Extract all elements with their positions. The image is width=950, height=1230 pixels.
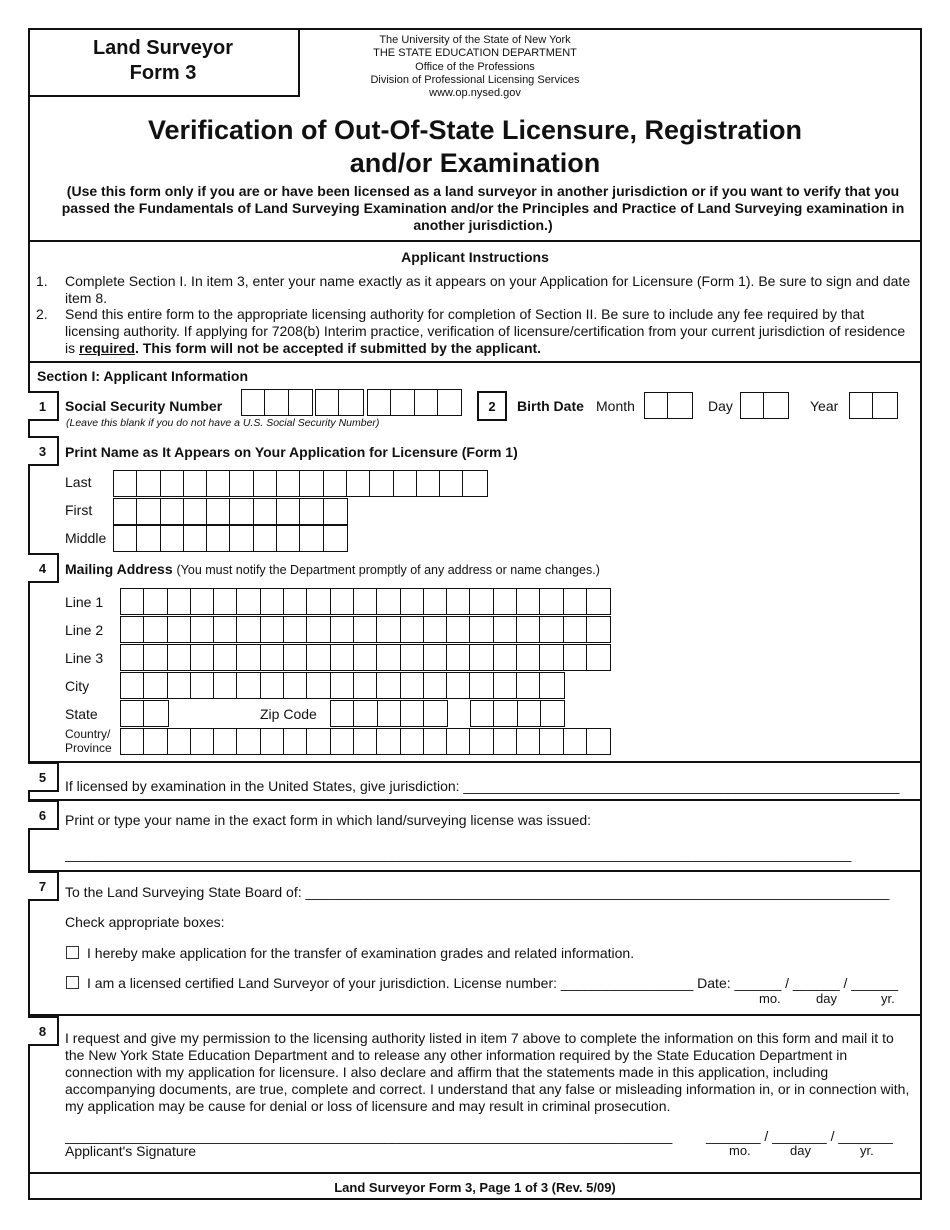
state-input[interactable] — [120, 700, 169, 727]
character-box[interactable] — [494, 701, 517, 726]
license-name-field[interactable]: _____________________________________________________________________________________________________ — [65, 846, 852, 862]
character-box[interactable] — [191, 589, 214, 614]
page-title — [28, 114, 922, 180]
character-box[interactable] — [424, 617, 447, 642]
item-number: 6 — [28, 800, 59, 830]
text: Province — [65, 741, 112, 755]
item-number: 1 — [28, 391, 59, 421]
state-label: State — [65, 706, 98, 722]
character-box[interactable] — [517, 589, 540, 614]
day-caption: day — [816, 991, 837, 1006]
character-box[interactable] — [668, 393, 691, 418]
agency-line: Office of the Professions — [415, 60, 535, 73]
character-box[interactable] — [587, 617, 610, 642]
character-box[interactable] — [518, 701, 541, 726]
character-box[interactable] — [261, 729, 284, 754]
character-box[interactable] — [424, 645, 447, 670]
character-box[interactable] — [300, 526, 323, 551]
instructions-heading: Applicant Instructions — [401, 249, 549, 265]
line3-label: Line 3 — [65, 650, 104, 666]
character-box[interactable] — [517, 729, 540, 754]
address-line2-input[interactable] — [120, 616, 611, 643]
character-box[interactable] — [144, 617, 167, 642]
character-box[interactable] — [324, 471, 347, 496]
character-box[interactable] — [377, 729, 400, 754]
character-box[interactable] — [339, 390, 362, 415]
character-box[interactable] — [470, 617, 493, 642]
character-box[interactable] — [121, 589, 144, 614]
character-box[interactable] — [517, 673, 540, 698]
character-box[interactable] — [564, 617, 587, 642]
character-box[interactable] — [394, 471, 417, 496]
city-label: City — [65, 678, 90, 694]
text: Country/ — [65, 727, 111, 741]
character-box[interactable] — [401, 701, 424, 726]
character-box[interactable] — [377, 645, 400, 670]
item-number: 5 — [28, 762, 59, 792]
item-number: 4 — [28, 553, 59, 583]
day-caption: day — [790, 1143, 811, 1158]
character-box[interactable] — [121, 701, 144, 726]
middle-name-input[interactable] — [113, 525, 348, 552]
divider — [28, 1172, 922, 1174]
character-box[interactable] — [307, 645, 330, 670]
character-box[interactable] — [494, 589, 517, 614]
ssn-part3-input[interactable] — [367, 389, 462, 416]
character-box[interactable] — [470, 589, 493, 614]
year-caption: yr. — [881, 991, 895, 1006]
form-number: Form 3 — [129, 62, 197, 84]
month-label: Month — [596, 398, 635, 414]
character-box[interactable] — [424, 701, 447, 726]
character-box[interactable] — [144, 701, 167, 726]
character-box[interactable] — [540, 729, 563, 754]
address-label: Mailing Address — [65, 561, 173, 577]
character-box[interactable] — [237, 617, 260, 642]
year-label: Year — [810, 398, 839, 414]
character-box[interactable] — [354, 673, 377, 698]
character-box[interactable] — [161, 526, 184, 551]
agency-url: www.op.nysed.gov — [429, 87, 521, 100]
permission-statement: I request and give my permission to the licensing authority listed in item 7 above to complete the information on this form and mail it to the New York State Education Department and to release any other information required by the State Education Department in connection with my application for licensure. I also declare and affirm that the statements made in this application, including accompanying documents, are true, complete and correct. I understand that any false or misleading information in, or in connection with, my application may be cause for denial or loss of licensure and may result in criminal prosecution. — [65, 1030, 910, 1114]
agency-line: Division of Professional Licensing Services — [370, 73, 580, 86]
agency-line: THE STATE EDUCATION DEPARTMENT — [373, 47, 577, 60]
signature-label: Applicant's Signature — [65, 1143, 197, 1159]
transfer-grades-checkbox[interactable] — [66, 946, 79, 959]
address-line1-input[interactable] — [120, 588, 611, 615]
character-box[interactable] — [261, 645, 284, 670]
character-box[interactable] — [540, 589, 563, 614]
line1-label: Line 1 — [65, 594, 104, 610]
character-box[interactable] — [307, 673, 330, 698]
character-box[interactable] — [242, 390, 265, 415]
item-number: 7 — [28, 871, 59, 901]
character-box[interactable] — [237, 645, 260, 670]
character-box[interactable] — [237, 589, 260, 614]
divider — [28, 761, 922, 763]
character-box[interactable] — [517, 645, 540, 670]
emphasis: required — [79, 340, 136, 356]
character-box[interactable] — [494, 673, 517, 698]
line2-label: Line 2 — [65, 622, 104, 638]
character-box[interactable] — [377, 589, 400, 614]
signature-date-field[interactable]: _______ / _______ / _______ — [706, 1128, 893, 1144]
birth-day-input[interactable] — [740, 392, 789, 419]
divider — [28, 1014, 922, 1016]
middle-name-label: Middle — [65, 530, 107, 546]
first-name-label: First — [65, 502, 93, 518]
character-box[interactable] — [284, 645, 307, 670]
character-box[interactable] — [331, 701, 354, 726]
character-box[interactable] — [207, 471, 230, 496]
zip-extension-input[interactable] — [470, 700, 565, 727]
ssn-part2-input[interactable] — [315, 389, 364, 416]
name-label: Print Name as It Appears on Your Application for Licensure (Form 1) — [65, 444, 518, 460]
character-box[interactable] — [114, 499, 137, 524]
city-input[interactable] — [120, 672, 565, 699]
transfer-grades-label: I hereby make application for the transfer of examination grades and related information. — [87, 945, 635, 961]
year-caption: yr. — [860, 1143, 874, 1158]
first-name-input[interactable] — [113, 498, 348, 525]
last-name-input[interactable] — [113, 470, 488, 497]
character-box[interactable] — [873, 393, 896, 418]
character-box[interactable] — [417, 471, 440, 496]
character-box[interactable] — [741, 393, 764, 418]
character-box[interactable] — [137, 471, 160, 496]
character-box[interactable] — [470, 673, 493, 698]
character-box[interactable] — [541, 701, 564, 726]
character-box[interactable] — [265, 390, 288, 415]
character-box[interactable] — [237, 729, 260, 754]
licensed-surveyor-checkbox[interactable] — [66, 976, 79, 989]
character-box[interactable] — [391, 390, 414, 415]
character-box[interactable] — [447, 589, 470, 614]
ssn-part1-input[interactable] — [241, 389, 313, 416]
character-box[interactable] — [207, 526, 230, 551]
character-box[interactable] — [254, 471, 277, 496]
character-box[interactable] — [424, 589, 447, 614]
character-box[interactable] — [424, 729, 447, 754]
character-box[interactable] — [494, 645, 517, 670]
character-box[interactable] — [121, 729, 144, 754]
divider — [28, 799, 922, 801]
character-box[interactable] — [214, 617, 237, 642]
character-box[interactable] — [144, 645, 167, 670]
section-heading: Section I: Applicant Information — [37, 368, 249, 384]
character-box[interactable] — [191, 729, 214, 754]
character-box[interactable] — [144, 673, 167, 698]
form-id-box — [28, 28, 300, 97]
warning: . This form will not be accepted if submitted by the applicant. — [135, 340, 542, 356]
character-box[interactable] — [284, 589, 307, 614]
item-number: 8 — [28, 1016, 59, 1046]
instruction-text: Complete Section I. In item 3, enter your name exactly as it appears on your Application for Licensure (Form 1). Be sure to sign and date item 8. — [65, 273, 911, 306]
character-box[interactable] — [161, 471, 184, 496]
item-number: 3 — [28, 436, 59, 466]
character-box[interactable] — [470, 645, 493, 670]
character-box[interactable] — [331, 645, 354, 670]
character-box[interactable] — [401, 589, 424, 614]
character-box[interactable] — [300, 499, 323, 524]
character-box[interactable] — [850, 393, 873, 418]
character-box[interactable] — [284, 673, 307, 698]
zip-input[interactable] — [330, 700, 448, 727]
character-box[interactable] — [540, 673, 563, 698]
agency-line: The University of the State of New York — [379, 34, 571, 46]
character-box[interactable] — [354, 589, 377, 614]
page-footer: Land Surveyor Form 3, Page 1 of 3 (Rev. 5/09) — [334, 1180, 616, 1195]
character-box[interactable] — [438, 390, 461, 415]
character-box[interactable] — [307, 617, 330, 642]
character-box[interactable] — [114, 471, 137, 496]
character-box[interactable] — [471, 701, 494, 726]
birth-date-label: Birth Date — [517, 398, 584, 414]
character-box[interactable] — [347, 471, 370, 496]
character-box[interactable] — [230, 499, 253, 524]
character-box[interactable] — [284, 617, 307, 642]
ssn-note: (Leave this blank if you do not have a U.S. Social Security Number) — [66, 417, 380, 429]
character-box[interactable] — [424, 673, 447, 698]
character-box[interactable] — [168, 589, 191, 614]
character-box[interactable] — [161, 499, 184, 524]
divider — [28, 240, 922, 242]
character-box[interactable] — [447, 729, 470, 754]
character-box[interactable] — [254, 499, 277, 524]
character-box[interactable] — [331, 617, 354, 642]
character-box[interactable] — [254, 526, 277, 551]
character-box[interactable] — [564, 589, 587, 614]
month-caption: mo. — [729, 1143, 751, 1158]
check-label: Check appropriate boxes: — [65, 914, 225, 930]
character-box[interactable] — [587, 645, 610, 670]
character-box[interactable] — [440, 471, 463, 496]
address-heading — [65, 561, 600, 577]
character-box[interactable] — [540, 617, 563, 642]
character-box[interactable] — [214, 589, 237, 614]
month-caption: mo. — [759, 991, 781, 1006]
character-box[interactable] — [300, 471, 323, 496]
character-box[interactable] — [447, 617, 470, 642]
day-label: Day — [708, 398, 733, 414]
licensed-surveyor-label: I am a licensed certified Land Surveyor of your jurisdiction. License number: _________________ Date: ______ / ______ / ______ — [87, 975, 898, 991]
state-board-field[interactable]: To the Land Surveying State Board of: ___________________________________________________________________________ — [65, 884, 890, 900]
character-box[interactable] — [354, 729, 377, 754]
title-line: and/or Examination — [349, 148, 601, 178]
character-box[interactable] — [564, 645, 587, 670]
character-box[interactable] — [261, 617, 284, 642]
character-box[interactable] — [289, 390, 312, 415]
license-name-label: Print or type your name in the exact form in which land/surveying license was issued: — [65, 812, 592, 828]
birth-month-input[interactable] — [644, 392, 693, 419]
character-box[interactable] — [121, 645, 144, 670]
character-box[interactable] — [401, 645, 424, 670]
instruction-number: 2. — [36, 306, 48, 322]
character-box[interactable] — [377, 617, 400, 642]
character-box[interactable] — [168, 645, 191, 670]
character-box[interactable] — [284, 729, 307, 754]
character-box[interactable] — [378, 701, 401, 726]
character-box[interactable] — [377, 673, 400, 698]
character-box[interactable] — [463, 471, 486, 496]
character-box[interactable] — [214, 673, 237, 698]
character-box[interactable] — [237, 673, 260, 698]
character-box[interactable] — [316, 390, 339, 415]
character-box[interactable] — [191, 617, 214, 642]
character-box[interactable] — [121, 673, 144, 698]
character-box[interactable] — [587, 729, 610, 754]
character-box[interactable] — [168, 673, 191, 698]
character-box[interactable] — [401, 729, 424, 754]
character-box[interactable] — [307, 589, 330, 614]
text: Send this entire form to the appropriate licensing authority for completion of Section II. Be sure to include any fee required by that licensing authority. If applying for 7208(b) Interim practice, verification of licensure/certification from your current jurisdiction of residence is — [65, 306, 906, 356]
character-box[interactable] — [645, 393, 668, 418]
character-box[interactable] — [121, 617, 144, 642]
character-box[interactable] — [354, 645, 377, 670]
form-name: Land Surveyor — [92, 37, 234, 59]
character-box[interactable] — [370, 471, 393, 496]
character-box[interactable] — [144, 589, 167, 614]
character-box[interactable] — [144, 729, 167, 754]
character-box[interactable] — [331, 589, 354, 614]
last-name-label: Last — [65, 474, 92, 490]
ssn-label: Social Security Number — [65, 398, 223, 414]
instruction-text — [65, 306, 915, 357]
address-note: (You must notify the Department promptly of any address or name changes.) — [176, 563, 600, 577]
character-box[interactable] — [368, 390, 391, 415]
character-box[interactable] — [447, 645, 470, 670]
character-box[interactable] — [494, 729, 517, 754]
instruction-number: 1. — [36, 273, 48, 289]
character-box[interactable] — [214, 729, 237, 754]
character-box[interactable] — [401, 673, 424, 698]
character-box[interactable] — [277, 499, 300, 524]
character-box[interactable] — [168, 617, 191, 642]
character-box[interactable] — [137, 526, 160, 551]
character-box[interactable] — [191, 673, 214, 698]
subtitle: (Use this form only if you are or have been licensed as a land surveyor in another jurisdiction or if you want to verify that you passed the Fundamentals of Land Surveying Examination and/or the Principles and Practice of Land Surveying examination in another jurisdiction.) — [61, 183, 905, 233]
character-box[interactable] — [230, 471, 253, 496]
zip-label: Zip Code — [260, 706, 317, 722]
divider — [28, 361, 922, 363]
character-box[interactable] — [114, 526, 137, 551]
jurisdiction-field[interactable]: If licensed by examination in the United States, give jurisdiction: ________________________________________________________ — [65, 778, 900, 794]
country-input[interactable] — [120, 728, 611, 755]
character-box[interactable] — [214, 645, 237, 670]
character-box[interactable] — [277, 526, 300, 551]
character-box[interactable] — [307, 729, 330, 754]
character-box[interactable] — [324, 526, 347, 551]
character-box[interactable] — [401, 617, 424, 642]
divider — [28, 870, 922, 872]
character-box[interactable] — [447, 673, 470, 698]
character-box[interactable] — [517, 617, 540, 642]
character-box[interactable] — [494, 617, 517, 642]
character-box[interactable] — [261, 589, 284, 614]
character-box[interactable] — [331, 673, 354, 698]
agency-block — [300, 34, 650, 100]
country-label — [65, 727, 112, 755]
character-box[interactable] — [137, 499, 160, 524]
character-box[interactable] — [230, 526, 253, 551]
character-box[interactable] — [587, 589, 610, 614]
character-box[interactable] — [261, 673, 284, 698]
item-number: 2 — [477, 391, 507, 421]
character-box[interactable] — [470, 729, 493, 754]
character-box[interactable] — [277, 471, 300, 496]
birth-year-input[interactable] — [849, 392, 898, 419]
address-line3-input[interactable] — [120, 644, 611, 671]
title-line: Verification of Out-Of-State Licensure, Registration — [147, 115, 803, 145]
character-box[interactable] — [415, 390, 438, 415]
character-box[interactable] — [764, 393, 787, 418]
character-box[interactable] — [168, 729, 191, 754]
character-box[interactable] — [184, 471, 207, 496]
character-box[interactable] — [564, 729, 587, 754]
character-box[interactable] — [184, 499, 207, 524]
character-box[interactable] — [207, 499, 230, 524]
character-box[interactable] — [191, 645, 214, 670]
character-box[interactable] — [354, 617, 377, 642]
character-box[interactable] — [331, 729, 354, 754]
character-box[interactable] — [354, 701, 377, 726]
character-box[interactable] — [184, 526, 207, 551]
signature-field[interactable]: ______________________________________________________________________________ — [65, 1128, 673, 1144]
character-box[interactable] — [540, 645, 563, 670]
character-box[interactable] — [324, 499, 347, 524]
